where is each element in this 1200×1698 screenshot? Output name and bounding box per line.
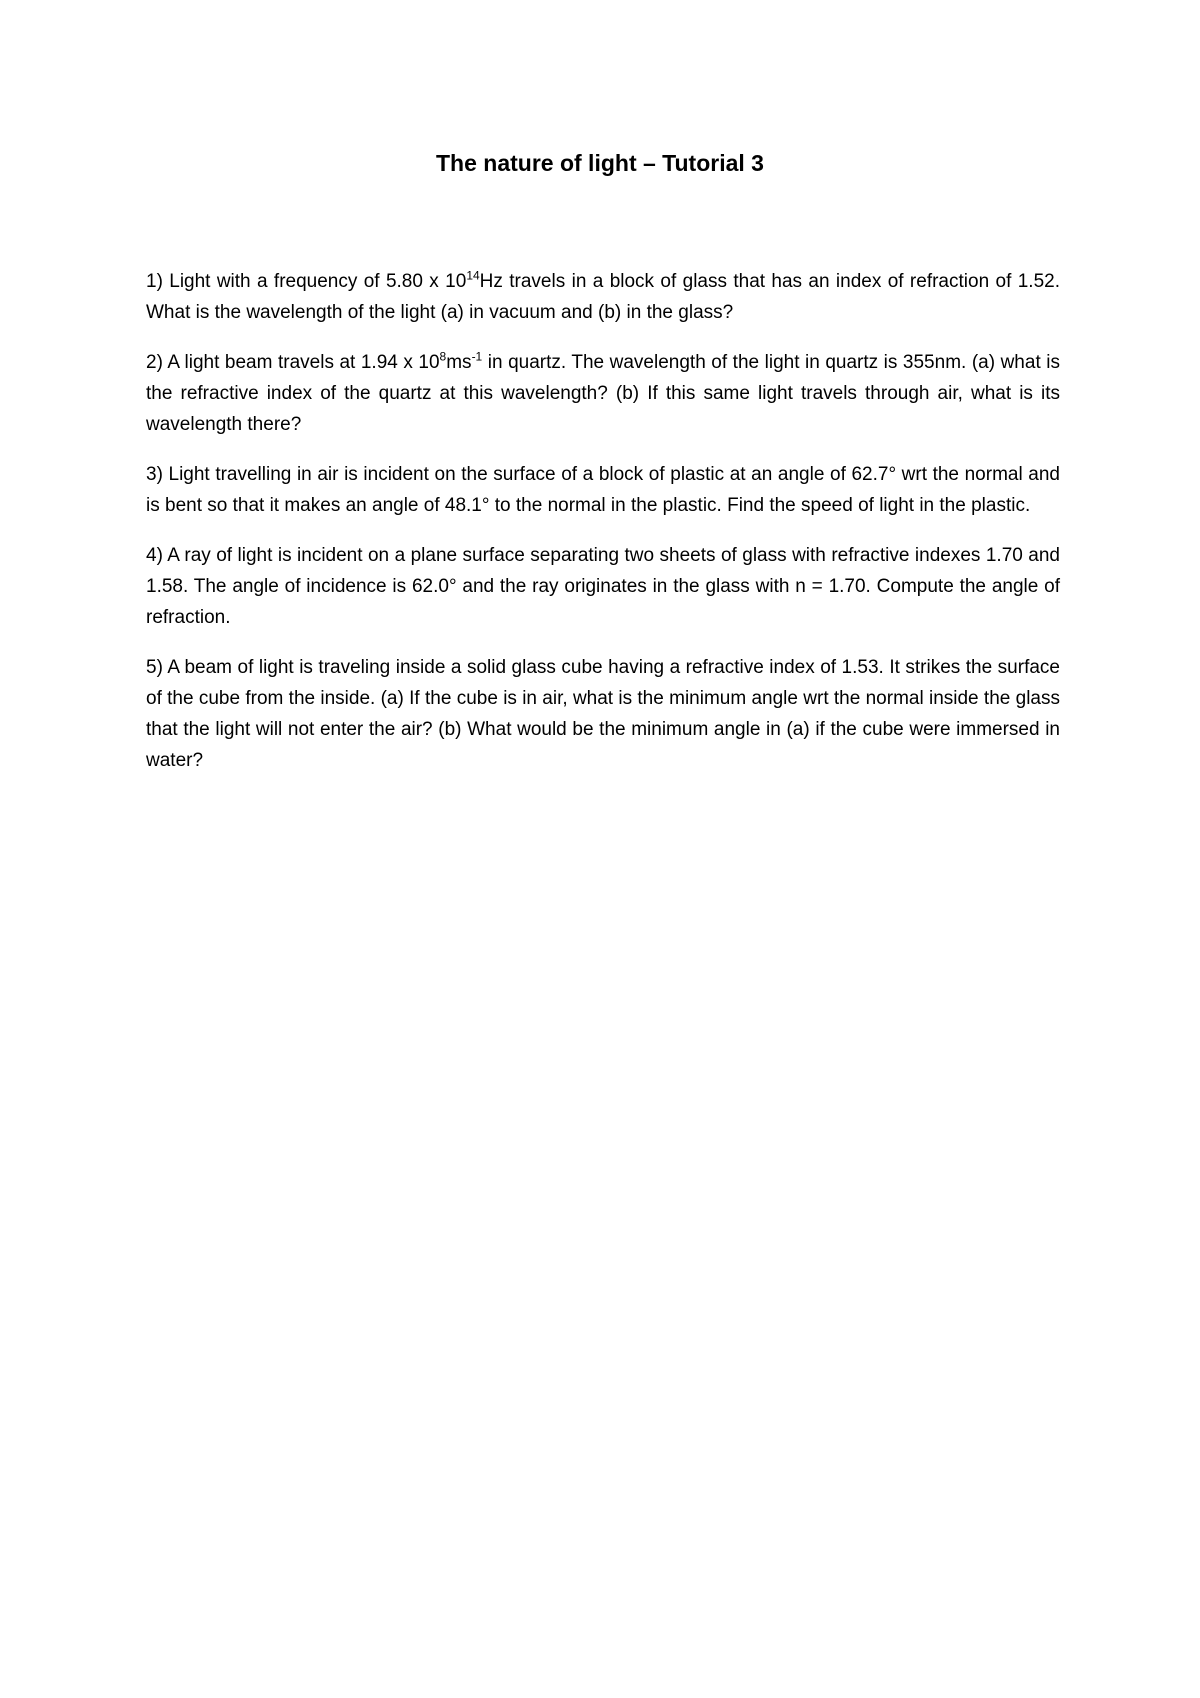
question-2-unit: ms — [446, 352, 472, 373]
question-3: 3) Light travelling in air is incident on the surface of a block of plastic at an angle of 62.7° wrt the normal and is bent so that it makes an angle of 48.1° to the normal in the plastic. Find the speed of light in the plastic. — [146, 464, 1060, 516]
question-1-text-start: 1) Light with a frequency of 5.80 x 10 — [146, 271, 467, 292]
question-list — [146, 266, 1060, 795]
question-4: 4) A ray of light is incident on a plane surface separating two sheets of glass with refractive indexes 1.70 and 1.58. The angle of incidence is 62.0° and the ray originates in the glass with n = 1.70. Compute the angle of refraction. — [146, 545, 1060, 628]
question-1-exponent: 14 — [466, 268, 480, 283]
page-title: The nature of light – Tutorial 3 — [436, 150, 764, 176]
question-2-text-start: 2) A light beam travels at 1.94 x 10 — [146, 352, 440, 373]
question-1 — [146, 266, 1060, 328]
question-2-text-end: in quartz. The wavelength of the light in quartz is 355nm. (a) what is the refractive index of the quartz at this wavelength? (b) If this same light travels through air, what is its wavelength there? — [146, 352, 1060, 435]
question-2 — [146, 347, 1060, 440]
question-2-exponent: 8 — [439, 349, 447, 364]
question-1-text-end: Hz travels in a block of glass that has an index of refraction of 1.52. What is the wavelength of the light (a) in vacuum and (b) in the glass? — [146, 271, 1060, 323]
question-5: 5) A beam of light is traveling inside a solid glass cube having a refractive index of 1.53. It strikes the surface of the cube from the inside. (a) If the cube is in air, what is the minimum angle wrt the normal inside the glass that the light will not enter the air? (b) What would be the minimum angle in (a) if the cube were immersed in water? — [146, 657, 1060, 771]
question-2-unit-exponent: -1 — [471, 349, 483, 364]
